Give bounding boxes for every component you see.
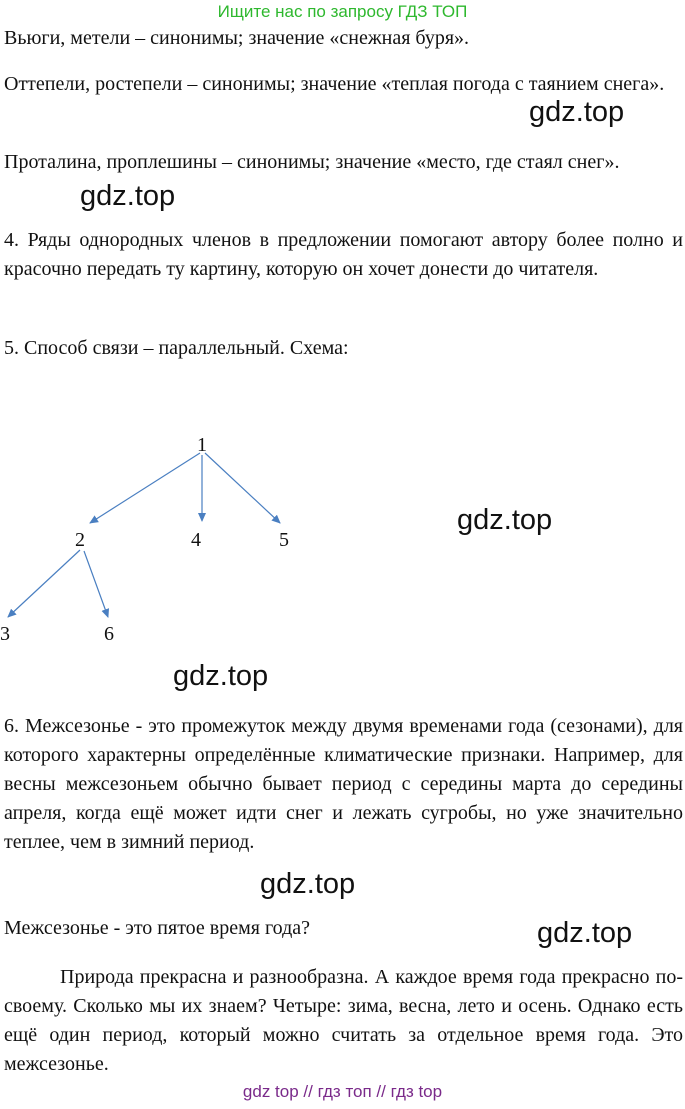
scheme-node-2: 2 <box>75 529 85 551</box>
search-hint-link[interactable]: Ищите нас по запросу ГДЗ ТОП <box>217 2 468 21</box>
watermark: gdz.top <box>537 917 633 949</box>
edge-1-5 <box>205 453 280 523</box>
footer-links[interactable]: gdz top // гдз топ // гдз top <box>242 1082 443 1101</box>
paragraph-answer-4: 4. Ряды однородных членов в предложении помогают автору более полно и красочно передать ту картину, которую он хочет донести до читателя. <box>4 229 683 280</box>
watermark: gdz.top <box>173 660 269 692</box>
paragraph-synonyms-1: Вьюги, метели – синонимы; значение «снежная буря». <box>4 27 470 49</box>
scheme-node-1: 1 <box>197 434 207 456</box>
edge-1-2 <box>90 453 200 523</box>
edge-2-6 <box>84 551 108 617</box>
edge-2-3 <box>8 550 80 617</box>
essay-paragraph: Природа прекрасна и разнообразна. А каждое время года прекрасно по-своему. Сколько мы их знаем? Четыре: зима, весна, лето и осень. Однако есть ещё один период, который можно считать за отдельное время года. Это межсезонье. <box>4 966 683 1075</box>
watermark: gdz.top <box>529 96 625 128</box>
watermark: gdz.top <box>457 504 553 536</box>
paragraph-synonyms-3: Проталина, проплешины – синонимы; значение «место, где стаял снег». <box>4 151 620 173</box>
scheme-node-5: 5 <box>279 529 289 551</box>
paragraph-answer-6: 6. Межсезонье - это промежуток между двумя временами года (сезонами), для которого характерны определённые климатические признаки. Например, для весны межсезоньем обычно бывает период с середины марта до середины апреля, когда ещё может идти снег и лежать сугробы, но уже значительно теплее, чем в зимний период. <box>4 715 683 853</box>
paragraph-synonyms-2: Оттепели, ростепели – синонимы; значение «теплая погода с таянием снега». <box>4 73 665 95</box>
scheme-node-6: 6 <box>104 623 114 645</box>
paragraph-answer-5: 5. Способ связи – параллельный. Схема: <box>4 337 349 359</box>
scheme-node-4: 4 <box>191 529 201 551</box>
scheme-node-3: 3 <box>0 623 10 645</box>
watermark: gdz.top <box>260 868 356 900</box>
essay-title: Межсезонье - это пятое время года? <box>4 917 311 939</box>
watermark: gdz.top <box>80 180 176 212</box>
connection-scheme-diagram <box>0 425 330 655</box>
